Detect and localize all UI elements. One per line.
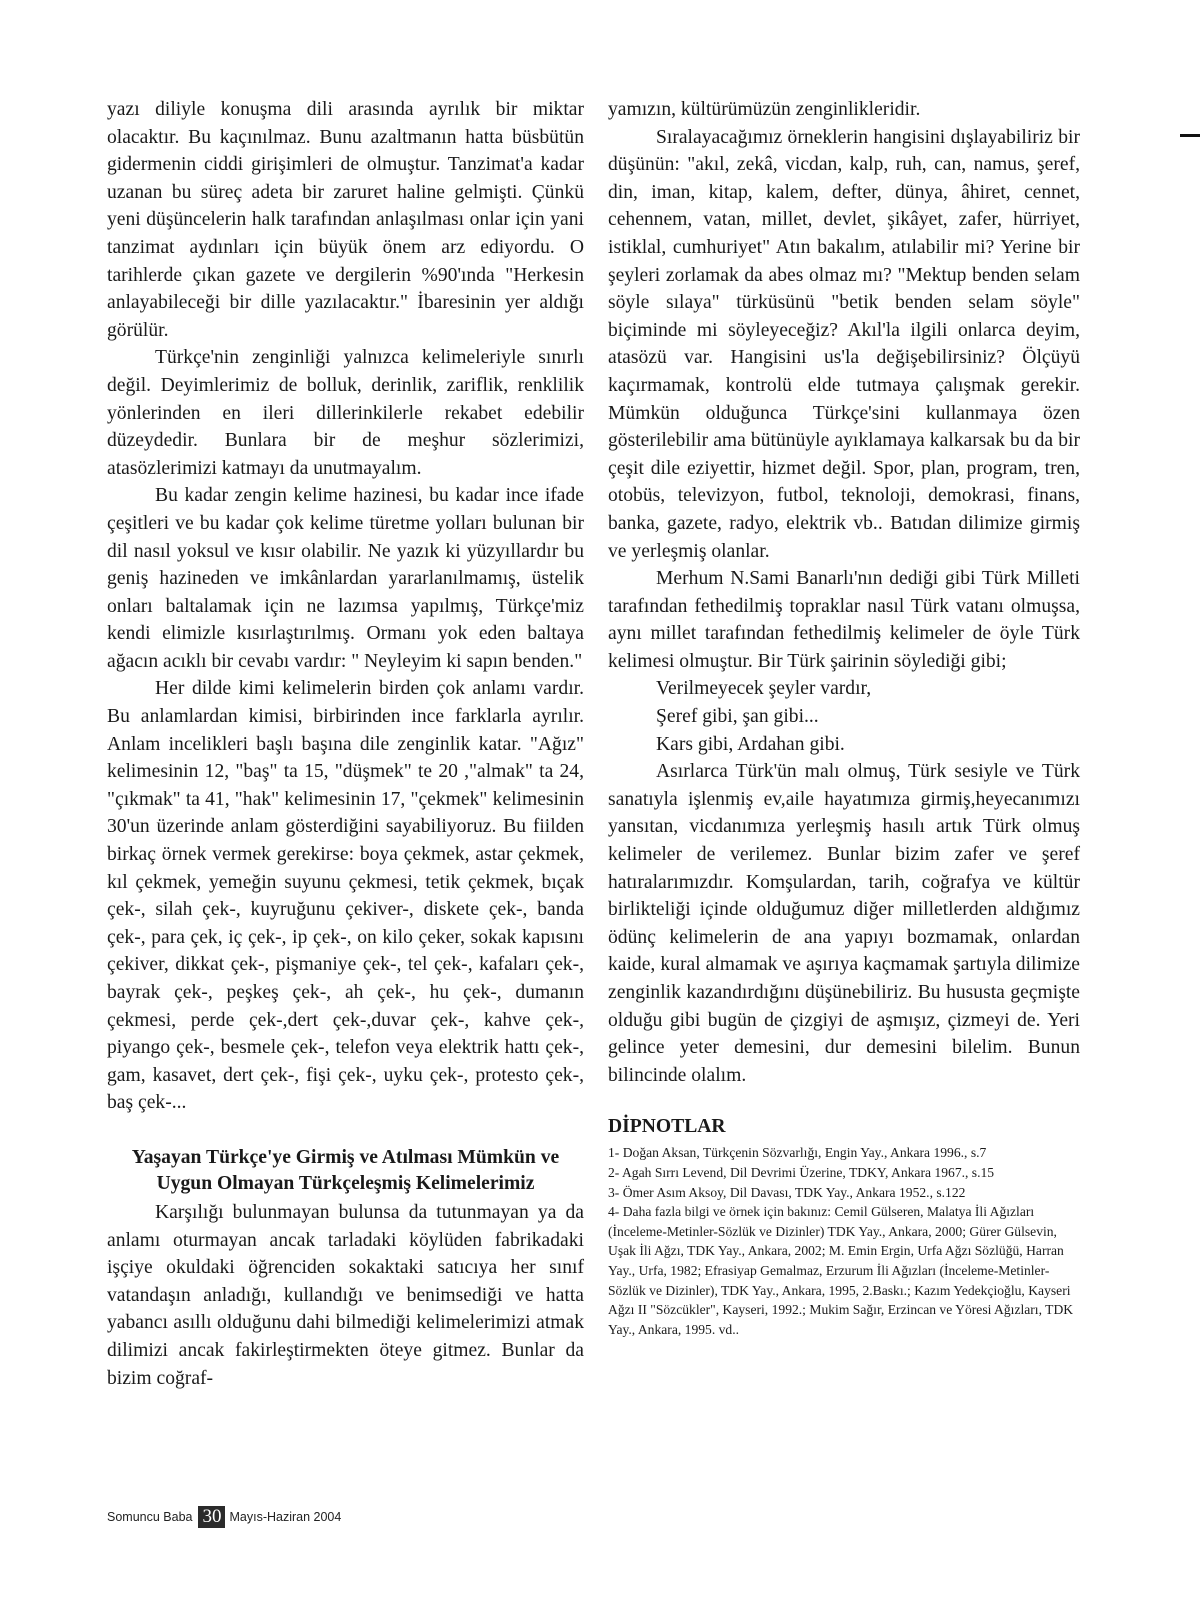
footnote-item: 4- Daha fazla bilgi ve örnek için bakınız: Cemil Gülseren, Malatya İli Ağızları (İnceleme-Metinler-Sözlük ve Dizinler) TDK Yay., Ankara, 2000; Gürer Gülsevin, Uşak İli Ağzı, TDK Yay., Ankara, 2002; M. Emin Ergin, Urfa Ağzı Sözlüğü, Harran Yay., Urfa, 1982; Efrasiyap Gemalmaz, Erzurum İli Ağızları (İnceleme-Metinler-Sözlük ve Dizinler), TDK Yay., Ankara, 1995, 2.Baskı.; Kazım Yedekçioğlu, Kayseri Ağzı II "Sözcükler", Kayseri, 1992.; Mukim Sağır, Erzincan ve Yöresi Ağızları, TDK Yay., Ankara, 1995. vd.. [608,1204,1074,1337]
verse-line: Şeref gibi, şan gibi... [656,706,819,728]
footnote-item: 3- Ömer Asım Aksoy, Dil Davası, TDK Yay., Ankara 1952., s.122 [608,1184,966,1200]
section-heading: Yaşayan Türkçe'ye Girmiş ve Atılması Mümkün ve Uygun Olmayan Türkçeleşmiş Kelimelerimiz [131,1146,560,1194]
page-number: 30 [198,1506,225,1528]
footnotes-list [608,1143,1080,1339]
footnote-item: 1- Doğan Aksan, Türkçenin Sözvarlığı, Engin Yay., Ankara 1996., s.7 [608,1145,987,1161]
paragraph: Karşılığı bulunmayan bulunsa da tutunmayan ya da anlamı oturmayan ancak tarladaki köylüden fabrikadaki işçiye okuldaki öğrenciden sokaktaki satıcıya her sınıf vatandaşın anladığı, kullandığı ve benimsediği ve hatta yabancı asıllı olduğunu dahi bilmediği kelimelerimizi atmak dilimizi ancak fakirleştirmekten öteye gitmez. Bunlar da bizim coğraf- [107,1201,584,1389]
left-column [107,96,584,1392]
footnotes-title: DİPNOTLAR [608,1116,726,1138]
issue-date: Mayıs-Haziran 2004 [229,1510,342,1524]
poem-verse [608,675,1080,758]
verse-line: Verilmeyecek şeyler vardır, [656,678,872,700]
page-footer [107,1506,341,1528]
footnote-item: 2- Agah Sırrı Levend, Dil Devrimi Üzerine, TDKY, Ankara 1967., s.15 [608,1164,995,1180]
paragraph: Her dilde kimi kelimelerin birden çok anlamı vardır. Bu anlamlardan kimisi, birbirinden ince farklarla ayrılır. Anlam incelikleri başlı başına dile zenginlik katar. "Ağız" kelimesinin 12, "baş" ta 15, "düşmek" te 20 ,"almak" ta 24, "çıkmak" ta 41, "hak" kelimesinin 17, "çekmek" kelimesinin 30'un üzerinde anlam gösterdiğini sayabiliyoruz. Bu fiilden birkaç örnek vermek gerekirse: boya çekmek, astar çekmek, kıl çekmek, yemeğin suyunu çekmesi, tetik çekmek, bıçak çek-, silah çek-, kuyruğunu çekiver-, diskete çek-, banda çek-, para çek, iç çek-, ip çek-, on kilo çeker, sokak kapısını çekiver, dikkat çek-, pişmaniye çek-, tel çek-, kafaları çek-, bayrak çek-, peşkeş çek-, ah çek-, hu çek-, dumanın çekmesi, perde çek-,dert çek-,duvar çek-, kahve çek-, piyango çek-, besmele çek-, telefon veya elektrik hattı çek-, gam, kasavet, dert çek-, fişi çek-, uyku çek-, protesto çek-, baş çek-... [107,678,584,1114]
paragraph: Sıralayacağımız örneklerin hangisini dışlayabiliriz bir düşünün: "akıl, zekâ, vicdan, kalp, ruh, can, namus, şeref, din, iman, kitap, kalem, defter, dünya, âhiret, cennet, cehennem, vatan, millet, devlet, şikâyet, zafer, hürriyet, istiklal, cumhuriyet" Atın bakalım, atılabilir mi? Yerine bir şeyleri zorlamak da abes olmaz mı? "Mektup benden selam söyle sılaya" türküsünü "betik benden selam söyle" biçiminde mi söyleyeceğiz? Akıl'la ilgili onlarca deyim, atasözü var. Hangisini us'la değişebilirsiniz? Ölçüyü kaçırmamak, kontrolü elde tutmaya çalışmak gerekir. Mümkün olduğunca Türkçe'sini kullanmaya özen gösterilebilir ama bütünüyle ayıklamaya kalkarsak bu da bir çeşit dile eziyettir, hizmet değil. Spor, plan, program, tren, otobüs, televizyon, futbol, teknoloji, demokrasi, finans, banka, gazete, radyo, elektrik vb.. Batıdan dilimize girmiş ve yerleşmiş olanlar. [608,126,1080,562]
paragraph: yamızın, kültürümüzün zenginlikleridir. [608,99,921,120]
paragraph: Bu kadar zengin kelime hazinesi, bu kadar ince ifade çeşitleri ve bu kadar çok kelime türetme yolları bulunan bir dil nasıl yoksul ve kısır olabilir. Ne yazık ki yüzyıllardır bu geniş hazineden ve imkânlardan yararlanılmamış, üstelik onları baltalamak için ne lazımsa yapılmış, Türkçe'miz kendi elimizle kısırlaştırılmış. Ormanı yok eden baltaya ağacın acıklı bir cevabı vardır: " Neyleyim ki sapın benden." [107,485,584,672]
page-edge-mark [1180,134,1200,137]
paragraph: yazı diliyle konuşma dili arasında ayrılık bir miktar olacaktır. Bu kaçınılmaz. Bunu azaltmanın hatta büsbütün gidermenin ciddi girişimleri de olmuştur. Tanzimat'a kadar uzanan bu süreç adeta bir zaruret haline gelmişti. Çünkü yeni düşüncelerin halk tarafından anlaşılması onlar için yani tanzimat aydınları için büyük önem arz ediyordu. O tarihlerde çıkan gazete ve dergilerin %90'ında "Herkesin anlayabileceği bir dille yazılacaktır." İbaresinin yer aldığı görülür. [107,99,584,341]
verse-line: Kars gibi, Ardahan gibi. [656,733,845,755]
paragraph: Türkçe'nin zenginliği yalnızca kelimeleriyle sınırlı değil. Deyimlerimiz de bolluk, derinlik, zariflik, renklilik yönlerinden en ileri dillerinkilerle rekabet edebilir düzeydedir. Bunlara bir de meşhur sözlerimizi, atasözlerimizi katmayı da unutmayalım. [107,347,584,479]
paragraph: Merhum N.Sami Banarlı'nın dediği gibi Türk Milleti tarafından fethedilmiş topraklar nasıl Türk vatanı olmuşsa, aynı millet tarafından fethedilmiş kelimeler de öyle Türk kelimesi olmuştur. Bir Türk şairinin söylediği gibi; [608,568,1080,672]
magazine-name: Somuncu Baba [107,1510,193,1524]
right-column [608,96,1080,1339]
paragraph: Asırlarca Türk'ün malı olmuş, Türk sesiyle ve Türk sanatıyla işlenmiş ev,aile hayatımıza girmiş,heyecanımızı yansıtan, vicdanımıza yerleşmiş hasılı artık Türk olmuş kelimeler de verilemez. Bunlar bizim zafer ve şeref hatıralarımızdır. Komşulardan, tarih, coğrafya ve kültür birlikteliği içinde olduğumuz diğer milletlerden aldığımız ödünç kelimelerin de ana yapıyı bozmamak, onlardan kaide, kural almamak ve aşırıya kaçmamak şartıyla dilimize zenginlik kazandırdığını düşünebiliriz. Bu hususta geçmişte olduğu gibi bugün de çizgiyi de aşmışız, çizmeyi de. Yeri gelince yeter demesini, dur demesini bilelim. Bunun bilincinde olalım. [608,761,1080,1086]
